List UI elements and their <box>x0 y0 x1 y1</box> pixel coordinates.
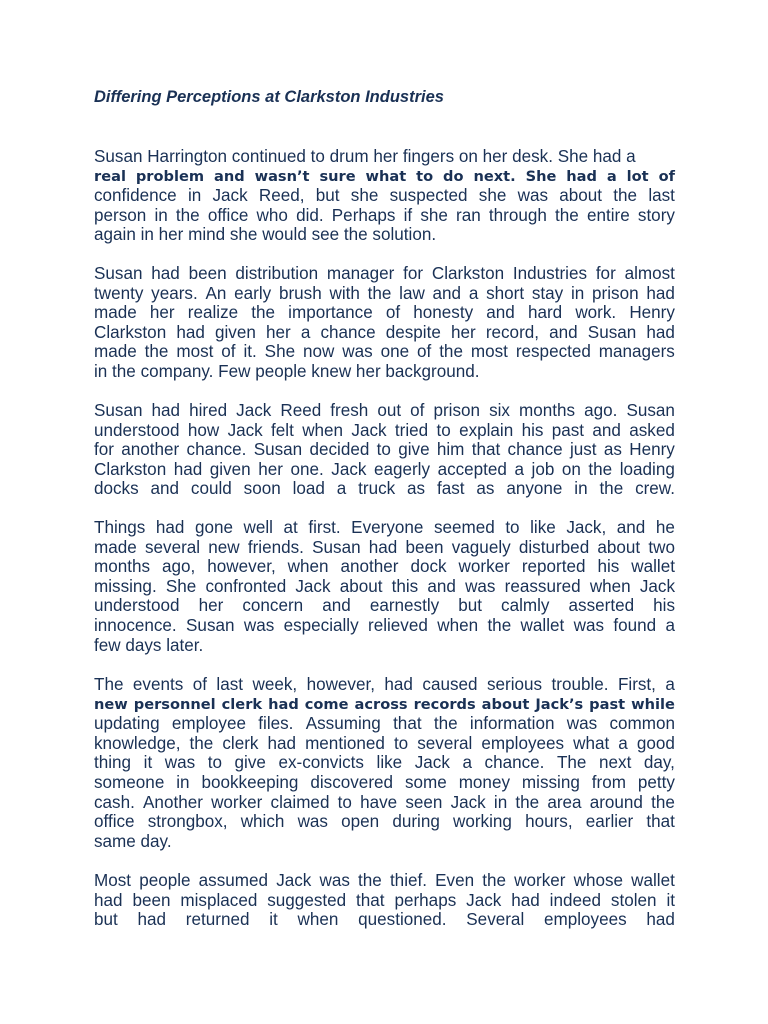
text-line: innocence. Susan was especially relieved when the wallet was found a <box>94 615 675 635</box>
text-line: same day. <box>94 831 172 851</box>
text-line: twenty years. An early brush with the law and a short stay in prison had <box>94 283 675 303</box>
text-line: Most people assumed Jack was the thief. Even the worker whose wallet <box>94 871 675 890</box>
text-line: someone in bookkeeping discovered some money missing from petty <box>94 772 675 792</box>
text-line: again in her mind she would see the solution. <box>94 225 437 245</box>
text-line: Clarkston had given her one. Jack eagerly accepted a job on the loading <box>94 459 675 479</box>
paragraph-6 <box>94 871 675 930</box>
text-line: confidence in Jack Reed, but she suspected she was about the last <box>94 186 675 206</box>
text-line: real problem and wasn’t sure what to do next. She had a lot of <box>94 167 675 185</box>
text-line: person in the office who did. Perhaps if she ran through the entire story <box>94 205 675 225</box>
text-line: Susan had been distribution manager for Clarkston Industries for almost <box>94 264 675 283</box>
text-line: in the company. Few people knew her background. <box>94 361 480 381</box>
text-line: thing it was to give ex-convicts like Jack a chance. The next day, <box>94 753 675 773</box>
text-line: Clarkston had given her a chance despite her record, and Susan had <box>94 322 675 342</box>
text-line: but had returned it when questioned. Several employees had <box>94 910 675 930</box>
text-line: cash. Another worker claimed to have seen Jack in the area around the <box>94 792 675 812</box>
paragraph-5 <box>94 675 675 851</box>
text-line: had been misplaced suggested that perhaps Jack had indeed stolen it <box>94 890 675 910</box>
paragraph-1 <box>94 147 675 245</box>
text-line: The events of last week, however, had caused serious trouble. First, a <box>94 675 675 694</box>
text-line: office strongbox, which was open during working hours, earlier that <box>94 812 675 832</box>
text-line: for another chance. Susan decided to give him that chance just as Henry <box>94 440 675 460</box>
paragraph-2 <box>94 264 675 382</box>
text-line: new personnel clerk had come across records about Jack’s past while <box>94 695 675 713</box>
text-line: updating employee files. Assuming that the information was common <box>94 714 675 734</box>
document-title: Differing Perceptions at Clarkston Industries <box>94 88 444 106</box>
text-line: understood how Jack felt when Jack tried to explain his past and asked <box>94 420 675 440</box>
text-line: docks and could soon load a truck as fast as anyone in the crew. <box>94 479 675 499</box>
text-line: Susan had hired Jack Reed fresh out of prison six months ago. Susan <box>94 401 675 420</box>
text-line: few days later. <box>94 635 204 655</box>
text-line: knowledge, the clerk had mentioned to several employees what a good <box>94 733 675 753</box>
text-line: made the most of it. She now was one of the most respected managers <box>94 342 675 362</box>
text-line: months ago, however, when another dock worker reported his wallet <box>94 557 675 577</box>
text-line: made several new friends. Susan had been vaguely disturbed about two <box>94 537 675 557</box>
text-line: Susan Harrington continued to drum her fingers on her desk. She had a <box>94 147 636 166</box>
text-line: understood her concern and earnestly but calmly asserted his <box>94 596 675 616</box>
paragraph-4 <box>94 518 675 655</box>
text-line: missing. She confronted Jack about this and was reassured when Jack <box>94 576 675 596</box>
text-line: made her realize the importance of honesty and hard work. Henry <box>94 303 675 323</box>
text-line: Things had gone well at first. Everyone seemed to like Jack, and he <box>94 518 675 537</box>
paragraph-3 <box>94 401 675 499</box>
